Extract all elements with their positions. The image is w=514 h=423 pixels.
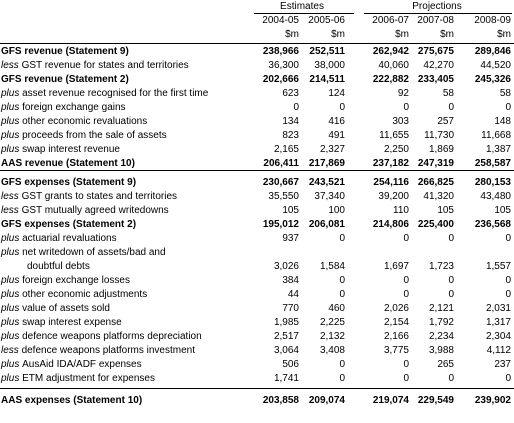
header-unit-row [0,28,514,42]
unit-header: $m [331,29,345,40]
cell-value: 58 [442,88,454,99]
row-label-text: other economic adjustments [22,289,148,300]
cell-value: 239,902 [474,395,511,406]
unit-header: $m [497,29,511,40]
row-label-text: net writedown of assets/bad and [22,247,166,258]
table-row [0,232,514,246]
year-header: 2004-05 [262,15,299,26]
row-label-text: AusAid IDA/ADF expenses [22,359,142,370]
cell-value: 238,966 [262,46,299,57]
table-row [0,59,514,73]
table-row [0,394,514,408]
table-row [0,260,514,274]
cell-value: 105 [437,205,454,216]
cell-value: 2,132 [319,331,345,342]
cell-value: 219,074 [372,395,409,406]
cell-value: 0 [448,373,454,384]
section-rule [0,388,514,389]
row-label [1,176,136,190]
cell-value: 289,846 [474,46,511,57]
cell-value: 11,668 [481,130,511,141]
cell-value: 266,825 [417,177,454,188]
cell-value: 237,182 [372,158,409,169]
cell-value: 0 [505,102,511,113]
row-label-text: proceeds from the sale of assets [22,130,167,141]
row-label-prefix: plus [1,331,23,342]
row-label-text: other economic revaluations [22,116,148,127]
row-label-text: GFS expenses (Statement 2) [1,219,137,230]
cell-value: 222,882 [372,74,409,85]
row-label-prefix: plus [1,88,23,99]
cell-value: 217,869 [308,158,345,169]
cell-value: 229,549 [417,395,454,406]
cell-value: 236,568 [474,219,511,230]
cell-value: 1,723 [428,261,454,272]
row-label [1,143,120,157]
cell-value: 3,026 [273,261,299,272]
row-label-text: GFS revenue (Statement 2) [1,74,129,85]
row-label [1,288,147,302]
cell-value: 275,675 [417,46,454,57]
row-label [1,59,189,73]
cell-value: 0 [403,373,409,384]
row-label-prefix: plus [1,317,23,328]
row-label-prefix: plus [1,247,23,258]
cell-value: 262,942 [372,46,409,57]
row-label [1,344,195,358]
row-label-text: value of assets sold [22,303,110,314]
table-row [0,372,514,386]
cell-value: 105 [282,205,299,216]
row-label-prefix: plus [1,275,23,286]
row-label-text: foreign exchange losses [22,275,130,286]
row-label-prefix: plus [1,144,23,155]
cell-value: 937 [282,233,299,244]
cell-value: 11,655 [379,130,409,141]
table-row [0,204,514,218]
cell-value: 134 [282,116,299,127]
row-label [27,260,90,274]
cell-value: 243,521 [308,177,345,188]
row-label [1,204,169,218]
row-label-prefix: plus [1,359,23,370]
row-label-text: asset revenue recognised for the first time [22,88,209,99]
cell-value: 42,270 [423,60,454,71]
row-label-prefix: plus [1,130,23,141]
unit-header: $m [440,29,454,40]
row-label-prefix: plus [1,303,23,314]
table-row [0,218,514,232]
cell-value: 110 [393,205,409,216]
year-header: 2007-08 [417,15,454,26]
header-year-row [0,14,514,28]
table-row [0,87,514,101]
year-header: 2006-07 [372,15,409,26]
cell-value: 41,320 [423,191,454,202]
cell-value: 214,806 [372,219,409,230]
row-label-text: doubtful debts [27,261,90,272]
cell-value: 44,520 [480,60,511,71]
year-header: 2005-06 [308,15,345,26]
year-header: 2008-09 [474,15,511,26]
row-label [1,190,177,204]
cell-value: 203,858 [262,395,299,406]
row-label [1,218,136,232]
cell-value: 0 [339,359,345,370]
cell-value: 257 [437,116,454,127]
cell-value: 206,081 [308,219,345,230]
table-row [0,246,514,260]
cell-value: 247,319 [417,158,454,169]
cell-value: 148 [494,116,511,127]
cell-value: 258,587 [474,158,511,169]
row-label-prefix: less [1,60,22,71]
cell-value: 1,584 [319,261,345,272]
row-label [1,394,142,408]
cell-value: 0 [505,275,511,286]
cell-value: 1,792 [428,317,454,328]
row-label-prefix: less [1,345,22,356]
table-row [0,302,514,316]
cell-value: 37,340 [314,191,345,202]
row-label-text: swap interest expense [22,317,122,328]
cell-value: 491 [328,130,345,141]
cell-value: 252,511 [309,46,345,57]
cell-value: 280,153 [474,177,511,188]
cell-value: 2,026 [383,303,409,314]
cell-value: 0 [448,233,454,244]
row-label [1,232,117,246]
cell-value: 2,327 [319,144,345,155]
cell-value: 36,300 [268,60,299,71]
cell-value: 0 [448,289,454,300]
cell-value: 2,304 [485,331,511,342]
row-label [1,129,167,143]
cell-value: 0 [403,102,409,113]
table-row [0,358,514,372]
row-label-text: ETM adjustment for expenses [22,373,155,384]
cell-value: 0 [505,233,511,244]
cell-value: 823 [282,130,299,141]
row-label-text: defence weapons platforms investment [21,345,195,356]
cell-value: 44 [287,289,299,300]
cell-value: 1,697 [383,261,409,272]
row-label-text: foreign exchange gains [22,102,126,113]
row-label [1,157,135,171]
table-row [0,115,514,129]
cell-value: 0 [448,102,454,113]
table-row [0,330,514,344]
cell-value: 100 [328,205,345,216]
row-label [1,274,130,288]
cell-value: 265 [437,359,454,370]
cell-value: 105 [494,205,511,216]
cell-value: 0 [339,289,345,300]
unit-header: $m [285,29,299,40]
row-label [1,45,129,59]
cell-value: 11,730 [424,130,454,141]
cell-value: 0 [505,373,511,384]
cell-value: 1,387 [485,144,511,155]
cell-value: 38,000 [314,60,345,71]
cell-value: 1,317 [485,317,511,328]
table-row [0,73,514,87]
cell-value: 303 [392,116,409,127]
row-label-prefix: plus [1,102,23,113]
cell-value: 237 [494,359,511,370]
cell-value: 2,166 [383,331,409,342]
cell-value: 209,074 [308,395,345,406]
cell-value: 1,557 [485,261,511,272]
cell-value: 0 [403,275,409,286]
header-group-row [0,0,514,14]
cell-value: 233,405 [417,74,454,85]
header-rule [0,43,514,44]
cell-value: 2,225 [319,317,345,328]
cell-value: 245,326 [474,74,511,85]
cell-value: 0 [403,359,409,370]
table-row [0,176,514,190]
row-label [1,73,129,87]
row-label-prefix: less [1,205,22,216]
cell-value: 2,517 [273,331,299,342]
cell-value: 40,060 [378,60,409,71]
cell-value: 1,741 [273,373,299,384]
cell-value: 2,031 [485,303,511,314]
table-row [0,274,514,288]
cell-value: 225,400 [417,219,454,230]
cell-value: 92 [397,88,409,99]
table-row [0,288,514,302]
cell-value: 384 [282,275,299,286]
row-label-text: AAS expenses (Statement 10) [1,395,143,406]
row-label-text: GST mutually agreed writedowns [21,205,169,216]
row-label-text: GST grants to states and territories [21,191,178,202]
row-label [1,302,110,316]
row-label-text: actuarial revaluations [22,233,117,244]
cell-value: 623 [282,88,299,99]
row-label-text: AAS revenue (Statement 10) [1,158,135,169]
cell-value: 3,408 [319,345,345,356]
row-label [1,87,208,101]
row-label-text: defence weapons platforms depreciation [22,331,202,342]
cell-value: 58 [499,88,511,99]
row-label-prefix: plus [1,233,23,244]
table-row [0,143,514,157]
cell-value: 0 [339,233,345,244]
table-row [0,45,514,59]
cell-value: 124 [328,88,345,99]
table-row [0,157,514,171]
row-label-text: swap interest revenue [22,144,120,155]
cell-value: 770 [282,303,299,314]
table-row [0,129,514,143]
cell-value: 4,112 [486,345,511,356]
cell-value: 3,064 [273,345,299,356]
cell-value: 35,550 [268,191,299,202]
row-label [1,316,122,330]
cell-value: 0 [339,102,345,113]
cell-value: 214,511 [309,74,345,85]
table-row [0,101,514,115]
cell-value: 43,480 [480,191,511,202]
row-label-prefix: plus [1,116,23,127]
cell-value: 416 [328,116,345,127]
cell-value: 2,165 [273,144,299,155]
cell-value: 39,200 [378,191,409,202]
cell-value: 3,775 [383,345,409,356]
row-label-prefix: plus [1,289,23,300]
cell-value: 2,154 [383,317,409,328]
cell-value: 2,234 [428,331,454,342]
row-label [1,372,155,386]
cell-value: 0 [448,275,454,286]
row-label-text: GST revenue for states and territories [21,60,189,71]
row-label [1,358,142,372]
table-row [0,190,514,204]
row-label [1,330,202,344]
cell-value: 230,667 [262,177,299,188]
cell-value: 195,012 [262,219,299,230]
unit-header: $m [395,29,409,40]
cell-value: 1,869 [428,144,454,155]
cell-value: 460 [328,303,345,314]
projections-group-header: Projections [412,1,462,12]
row-label [1,101,126,115]
estimates-group-header: Estimates [280,1,324,12]
table-row [0,344,514,358]
cell-value: 0 [505,289,511,300]
cell-value: 3,988 [428,345,454,356]
row-label [1,246,166,260]
cell-value: 254,116 [373,177,409,188]
cell-value: 0 [293,102,299,113]
row-label-prefix: less [1,191,22,202]
table-row [0,316,514,330]
cell-value: 1,985 [273,317,299,328]
cell-value: 0 [403,289,409,300]
row-label-prefix: plus [1,373,23,384]
cell-value: 0 [339,373,345,384]
row-label-text: GFS revenue (Statement 9) [1,46,129,57]
row-label [1,115,147,129]
cell-value: 0 [339,275,345,286]
cell-value: 0 [403,233,409,244]
cell-value: 506 [282,359,299,370]
row-label-text: GFS expenses (Statement 9) [1,177,137,188]
cell-value: 2,250 [383,144,409,155]
cell-value: 2,121 [428,303,454,314]
cell-value: 202,666 [262,74,299,85]
section-rule [0,170,514,171]
cell-value: 206,411 [263,158,299,169]
